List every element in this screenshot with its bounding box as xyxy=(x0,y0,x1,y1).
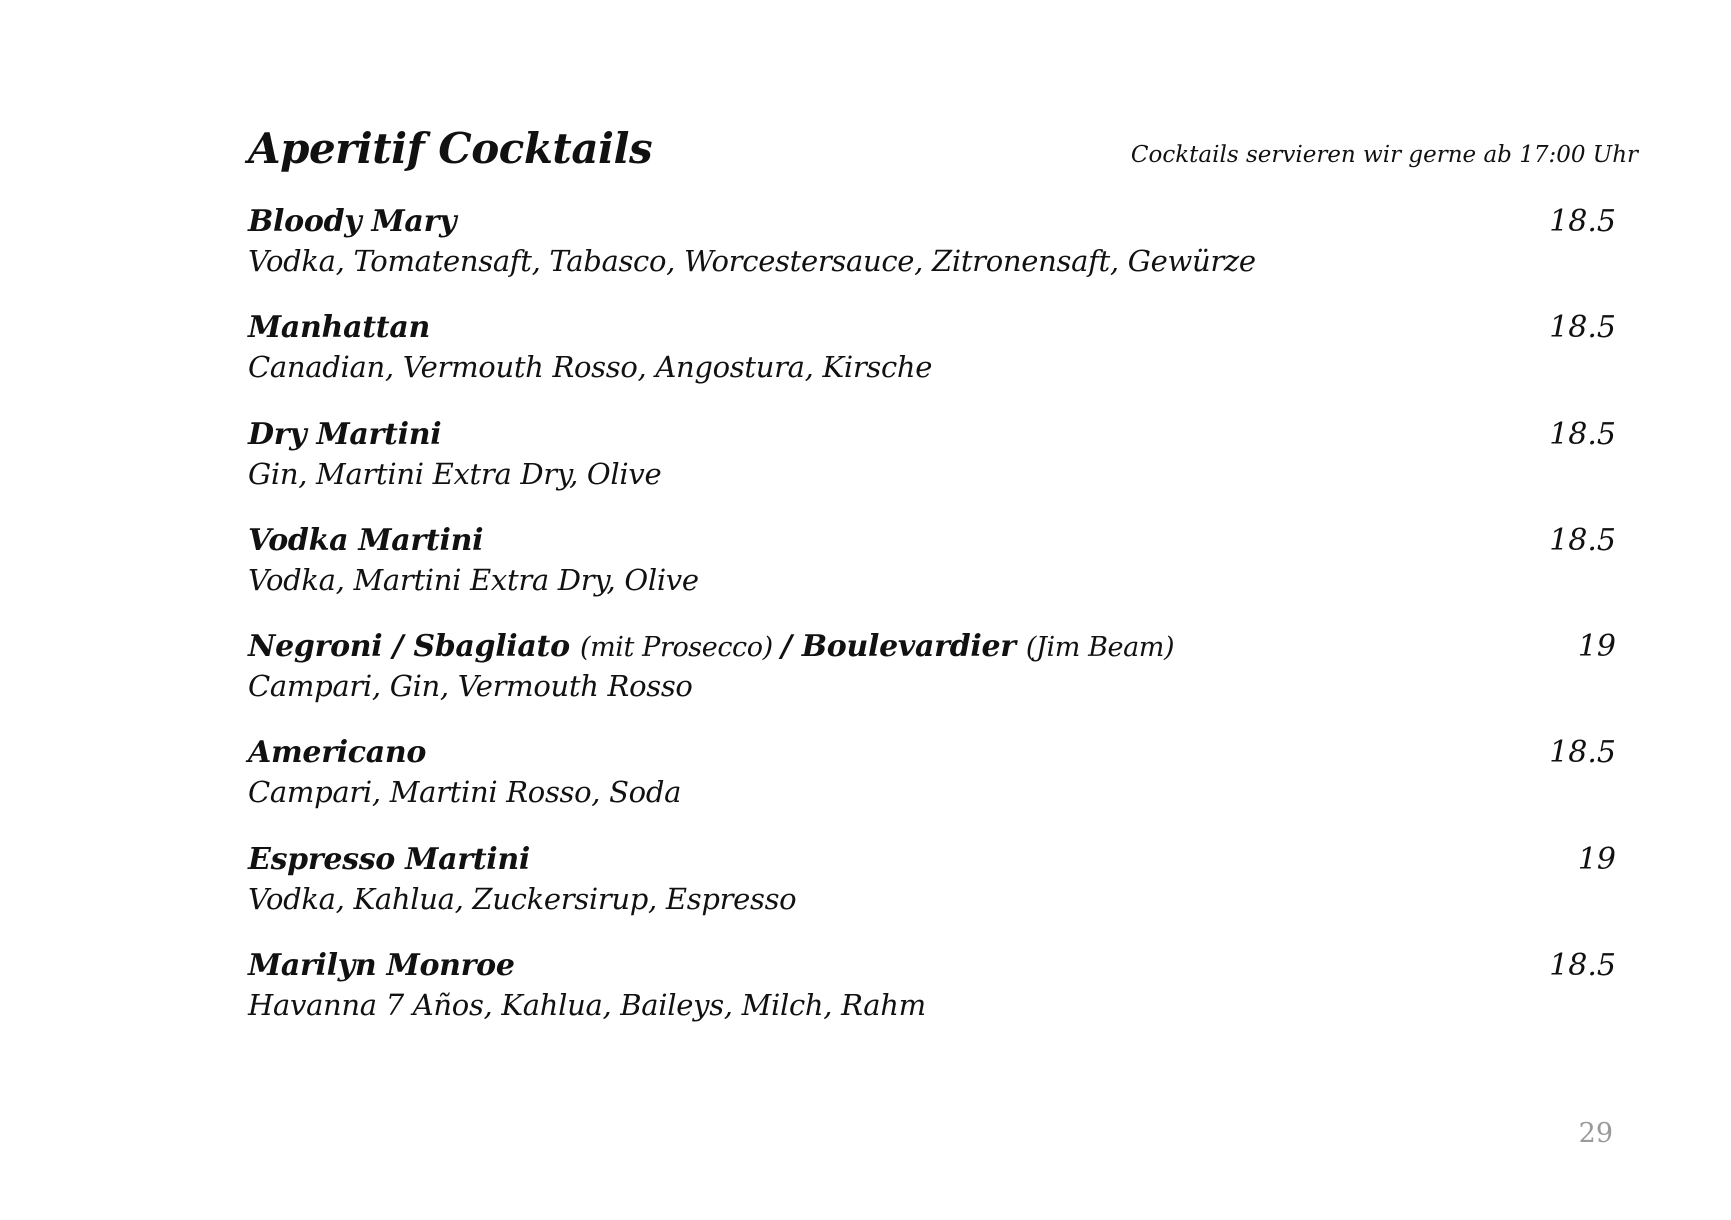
cocktail-name xyxy=(248,310,430,345)
section-title: Aperitif Cocktails xyxy=(248,124,653,173)
cocktail-price: 18.5 xyxy=(1549,416,1616,452)
cocktail-name xyxy=(248,629,1174,664)
cocktail-name-text: Americano xyxy=(248,735,427,771)
cocktail-name-text: Bloody Mary xyxy=(248,204,457,239)
cocktail-ingredients: Campari, Gin, Vermouth Rosso xyxy=(248,669,693,704)
cocktail-name-text: / Boulevardier xyxy=(780,629,1026,665)
service-hours-note: Cocktails servieren wir gerne ab 17:00 Uhr xyxy=(1130,142,1638,168)
cocktail-name-text: Vodka Martini xyxy=(248,522,484,558)
cocktail-ingredients: Campari, Martini Rosso, Soda xyxy=(248,775,682,810)
cocktail-price: 18.5 xyxy=(1549,735,1616,771)
cocktail-ingredients: Canadian, Vermouth Rosso, Angostura, Kirsche xyxy=(248,350,933,385)
cocktail-name xyxy=(248,735,426,770)
menu-item xyxy=(248,417,1616,523)
menu-item xyxy=(248,629,1616,735)
menu-item xyxy=(248,948,1616,1054)
cocktail-name xyxy=(248,417,441,452)
cocktail-name-text: Dry Martini xyxy=(248,416,442,452)
cocktail-name xyxy=(248,523,483,558)
cocktail-name-text: Negroni / Sbagliato xyxy=(248,629,580,665)
cocktail-name xyxy=(248,204,456,239)
cocktail-ingredients: Vodka, Tomatensaft, Tabasco, Worcestersauce, Zitronensaft, Gewürze xyxy=(248,244,1256,278)
cocktail-name xyxy=(248,842,530,877)
cocktail-price: 18.5 xyxy=(1549,310,1616,346)
cocktail-price: 19 xyxy=(1577,841,1616,877)
menu-item xyxy=(248,523,1616,629)
menu-item xyxy=(248,735,1616,841)
menu-item xyxy=(248,842,1616,948)
cocktail-price: 19 xyxy=(1577,629,1616,665)
cocktail-ingredients: Vodka, Martini Extra Dry, Olive xyxy=(248,562,699,597)
cocktail-ingredients: Havanna 7 Años, Kahlua, Baileys, Milch, Rahm xyxy=(248,988,926,1023)
cocktail-name-text: Marilyn Monroe xyxy=(248,948,515,984)
cocktail-name-text: Espresso Martini xyxy=(248,841,530,877)
cocktail-price: 18.5 xyxy=(1549,948,1616,984)
cocktail-price: 18.5 xyxy=(1549,204,1616,239)
cocktail-list xyxy=(248,204,1616,1054)
cocktail-name xyxy=(248,948,515,983)
cocktail-name-text: Manhattan xyxy=(248,310,430,346)
cocktail-price: 18.5 xyxy=(1549,522,1616,558)
menu-item xyxy=(248,310,1616,416)
cocktail-ingredients: Gin, Martini Extra Dry, Olive xyxy=(248,456,662,491)
page-number: 29 xyxy=(1578,1118,1613,1149)
menu-item xyxy=(248,204,1616,310)
cocktail-name-note: (mit Prosecco) xyxy=(579,632,781,664)
cocktail-name-note: (Jim Beam) xyxy=(1025,632,1175,664)
cocktail-ingredients: Vodka, Kahlua, Zuckersirup, Espresso xyxy=(248,881,797,916)
